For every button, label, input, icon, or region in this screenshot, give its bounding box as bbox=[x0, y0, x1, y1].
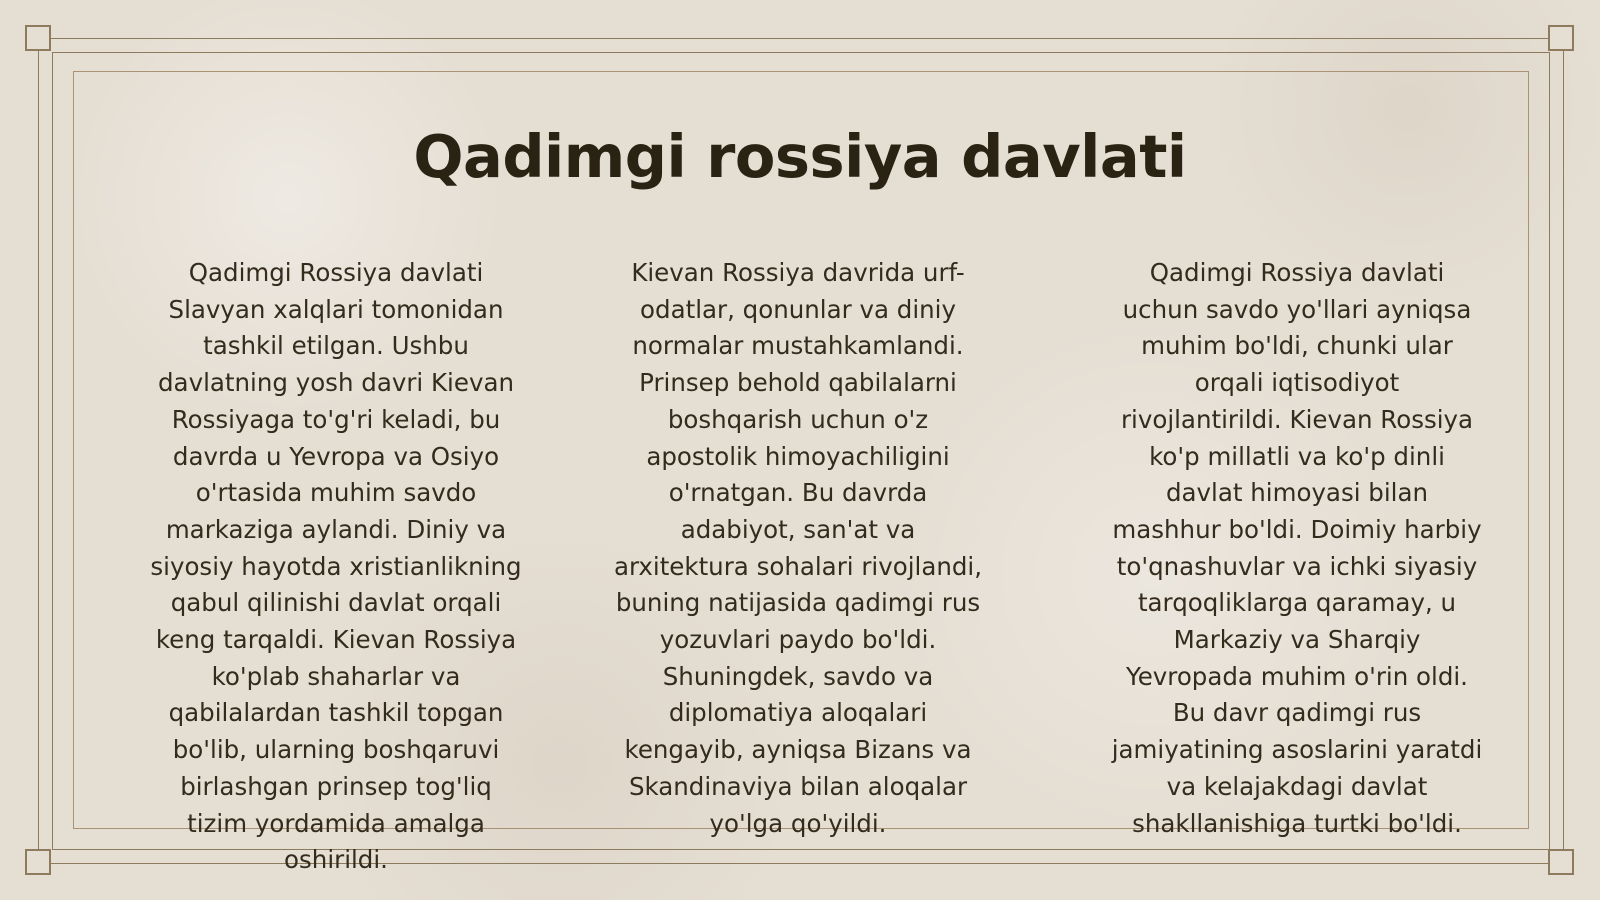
frame-corner-bottom-left bbox=[25, 849, 51, 875]
frame-corner-bottom-right bbox=[1548, 849, 1574, 875]
text-column-right: Qadimgi Rossiya davlati uchun savdo yo'llari ayniqsa muhim bo'ldi, chunki ular orqali iqtisodiyot rivojlantirildi. Kievan Rossiya ko'p millatli va ko'p dinli davlat himoyasi bilan mashhur bo'ldi. Doimiy harbiy to'qnashuvlar va ichki siyasiy tarqoqliklarga qaramay, u Markaziy va Sharqiy Yevropada muhim o'rin oldi. Bu davr qadimgi rus jamiyatining asoslarini yaratdi va kelajakdagi davlat shakllanishiga turtki bo'ldi. bbox=[1111, 258, 1483, 838]
slide-title: Qadimgi rossiya davlati bbox=[413, 122, 1187, 191]
frame-corner-top-right bbox=[1548, 25, 1574, 51]
text-column-left: Qadimgi Rossiya davlati Slavyan xalqlari tomonidan tashkil etilgan. Ushbu davlatning yosh davri Kievan Rossiyaga to'g'ri keladi, bu davrda u Yevropa va Osiyo o'rtasida muhim savdo markaziga aylandi. Diniy va siyosiy hayotda xristianlikning qabul qilinishi davlat orqali keng tarqaldi. Kievan Rossiya ko'plab shaharlar va qabilalardan tashkil topgan bo'lib, ularning boshqaruvi birlashgan prinsep tog'liq tizim yordamida amalga oshirildi. bbox=[150, 258, 522, 875]
frame-corner-top-left bbox=[25, 25, 51, 51]
text-column-center: Kievan Rossiya davrida urf-odatlar, qonunlar va diniy normalar mustahkamlandi. Prinsep behold qabilalarni boshqarish uchun o'z apostolik himoyachiligini o'rnatgan. Bu davrda adabiyot, san'at va arxitektura sohalari rivojlandi, buning natijasida qadimgi rus yozuvlari paydo bo'ldi. Shuningdek, savdo va diplomatiya aloqalari kengayib, ayniqsa Bizans va Skandinaviya bilan aloqalar yo'lga qo'yildi. bbox=[613, 258, 983, 838]
